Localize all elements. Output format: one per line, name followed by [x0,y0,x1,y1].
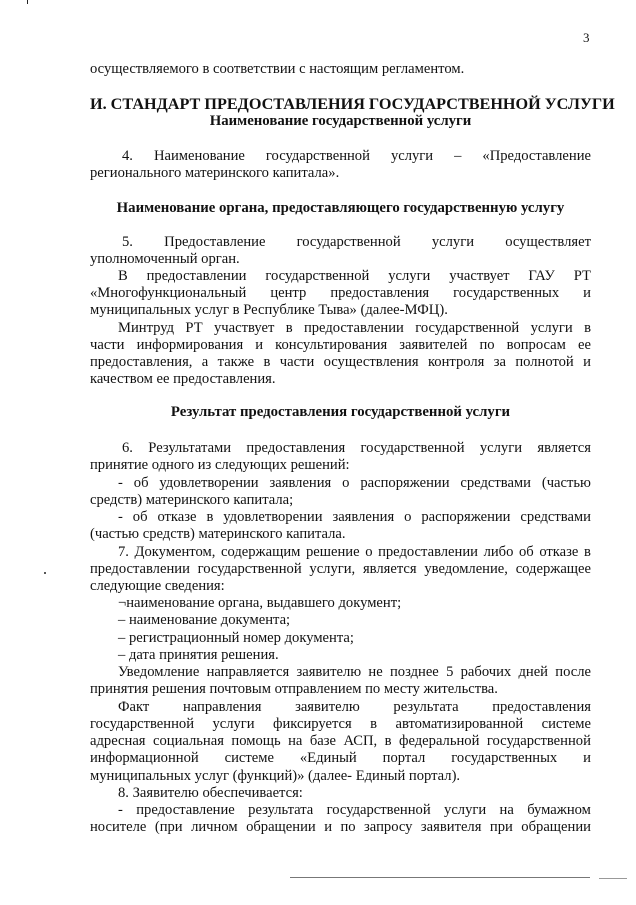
word: осуществления [323,354,419,370]
text-line [122,234,591,251]
text-line: муниципальных услуг в Республике Тыва» (далее-МФЦ). [90,302,448,318]
word: участвует [449,268,510,284]
word: заявителю [295,699,360,715]
text-line [122,148,591,165]
word: 5. [122,234,133,250]
word: 7. [118,544,129,560]
text-line [118,475,591,492]
word: в [263,354,271,370]
word: - [118,802,123,818]
word: об [133,475,149,491]
word: участвует [214,320,275,336]
word: социальная [152,733,224,749]
word: Наименование [153,148,245,164]
text-line [122,440,591,457]
text-line: следующие сведения: [90,578,225,594]
text-line: принятия решения почтовым отправлением по месту жительства. [90,681,498,697]
word: контроля [427,354,485,370]
word: предоставления [492,699,591,715]
word: личном [191,819,238,835]
word: обращении [246,819,316,835]
word: системе [224,750,274,766]
text-line [118,544,591,561]
text-line: регионального материнского капитала». [90,165,340,181]
word: распоряжении [360,475,450,491]
word: услуги [390,148,434,164]
text-line [90,716,591,733]
word: – [454,148,462,164]
word: и [583,354,591,370]
word: отказе [157,509,197,525]
word: заявителю [296,664,362,680]
word: автоматизированной [395,716,524,732]
word: заявителя [420,819,482,835]
word: и [255,337,264,353]
word: не [368,664,383,680]
word: предоставление [136,802,235,818]
list-item: ¬наименование органа, выдавшего документ; [118,595,402,611]
word: системе [541,716,591,732]
word: Уведомление [118,664,200,680]
word: в [370,716,378,732]
word: услуги [212,716,255,732]
word: и [583,285,591,301]
word: за [493,354,506,370]
word: предоставлении [303,320,404,336]
word: - [118,509,123,525]
scan-mark [27,0,28,4]
word: позднее [389,664,439,680]
word: адресная [90,733,146,749]
word: по [479,337,495,353]
word: а [201,354,209,370]
word: ее [577,337,591,353]
text-line: муниципальных услуг (функций)» (далее- Единый портал). [90,768,461,784]
word: заявления [269,475,332,491]
section-title: И. СТАНДАРТ ПРЕДОСТАВЛЕНИЯ ГОСУДАРСТВЕННОЙ УСЛУГИ [90,95,615,113]
word: отказе [539,544,579,560]
word: дней [518,664,548,680]
word: услуги [479,440,523,456]
word: 5 [446,664,454,680]
text-line [118,509,591,526]
word: государственной [90,716,195,732]
text-line [90,561,591,578]
word: носителе [90,819,147,835]
word: решение [306,544,360,560]
word: государственных [453,285,560,301]
word: на [499,802,514,818]
word: предоставления [330,285,430,301]
word: обращении [521,819,591,835]
text-line [90,750,591,767]
word: является [362,561,417,577]
word: РТ [185,320,203,336]
word: государственной [296,234,401,250]
text-line: средств) материнского капитала; [90,492,294,508]
word: Предоставление [164,234,266,250]
word: результата [393,699,459,715]
word: полнотой [515,354,574,370]
word: также [217,354,255,370]
text-line [90,285,591,302]
word: вопросам [506,337,566,353]
word: на [288,733,303,749]
word: РТ [573,268,591,284]
word: при [489,819,513,835]
section-subtitle: Результат предоставления государственной услуги [170,404,511,420]
word: содержащим [221,544,301,560]
word: государственной [486,733,591,749]
word: в [584,320,591,336]
word: Факт [118,699,150,715]
scan-dot [44,572,46,574]
word: направления [182,699,262,715]
word: государственной [360,440,465,456]
text-line: (частью средств) материнского капитала. [90,526,346,542]
word: - [118,475,123,491]
word: об [132,509,148,525]
text-line [118,268,591,285]
word: рабочих [460,664,512,680]
text-line [90,733,591,750]
word: бумажном [527,802,591,818]
word: удовлетворении [223,509,323,525]
word: в [206,509,214,525]
word: предоставления [246,440,346,456]
word: предоставлении [90,561,190,577]
word: предоставлении [378,544,478,560]
list-item: – регистрационный номер документа; [118,630,354,646]
word: либо [483,544,514,560]
word: после [555,664,591,680]
word: запросу [364,819,413,835]
word: консультирования [275,337,388,353]
word: помощь [231,733,281,749]
text-line [90,819,591,836]
text-line [118,320,591,337]
word: государственной [415,320,520,336]
text-line [90,354,591,371]
word: в [384,733,392,749]
word: в [285,320,293,336]
word: средствами [460,475,531,491]
word: и [324,819,332,835]
word: об [518,544,534,560]
word: «Предоставление [482,148,591,164]
word: предоставлении [146,268,247,284]
word: информационной [90,750,199,766]
text-line [118,802,591,819]
text-line: уполномоченный орган. [90,251,240,267]
word: содержащее [515,561,591,577]
word: уведомление, [424,561,508,577]
word: услуги, [309,561,356,577]
word: базе [309,733,337,749]
text-line: осуществляемого в соответствии с настоящим регламентом. [90,61,465,77]
word: заявителей [399,337,468,353]
word: является [537,440,591,456]
text-line [118,664,591,681]
list-item: – дата принятия решения. [118,647,279,663]
section-subtitle: Наименование органа, предоставляющего государственную услугу [116,200,565,216]
text-line: качеством ее предоставления. [90,371,276,387]
word: заявления [332,509,395,525]
word: направляется [206,664,290,680]
word: средствами [520,509,591,525]
word: 4. [122,148,133,164]
word: части [279,354,315,370]
text-line [90,337,591,354]
word: Результатами [148,440,232,456]
word: центр [270,285,307,301]
word: государственной [265,268,370,284]
word: ГАУ [528,268,555,284]
word: «Многофункциональный [90,285,247,301]
word: предоставления, [90,354,193,370]
word: о [404,509,412,525]
word: АСП, [343,733,378,749]
word: «Единый [299,750,357,766]
word: фиксируется [273,716,352,732]
word: услуги [530,320,573,336]
word: о [342,475,350,491]
word: государственной [197,561,302,577]
word: результата [248,802,314,818]
word: государственных [451,750,558,766]
page-number: 3 [583,30,590,45]
word: 6. [122,440,133,456]
word: Документом, [134,544,216,560]
word: по [340,819,356,835]
scan-line [290,877,590,878]
word: услуги [444,802,487,818]
word: в [583,544,591,560]
word: услуги [431,234,475,250]
word: распоряжении [421,509,511,525]
word: В [118,268,128,284]
word: информирования [136,337,244,353]
list-item: – наименование документа; [118,612,291,628]
word: о [365,544,373,560]
word: удовлетворении [159,475,259,491]
text-line: принятие одного из следующих решений: [90,457,350,473]
word: (частью [541,475,591,491]
word: федеральной [399,733,480,749]
word: осуществляет [505,234,591,250]
word: портал [382,750,426,766]
word: (при [154,819,183,835]
word: государственной [326,802,431,818]
word: Минтруд [118,320,175,336]
word: части [90,337,125,353]
scan-line [599,878,627,879]
word: государственной [265,148,370,164]
word: и [583,750,591,766]
text-line [118,699,591,716]
word: услуги [388,268,431,284]
section-subtitle: Наименование государственной услуги [209,113,472,129]
text-line: 8. Заявителю обеспечивается: [118,785,303,801]
